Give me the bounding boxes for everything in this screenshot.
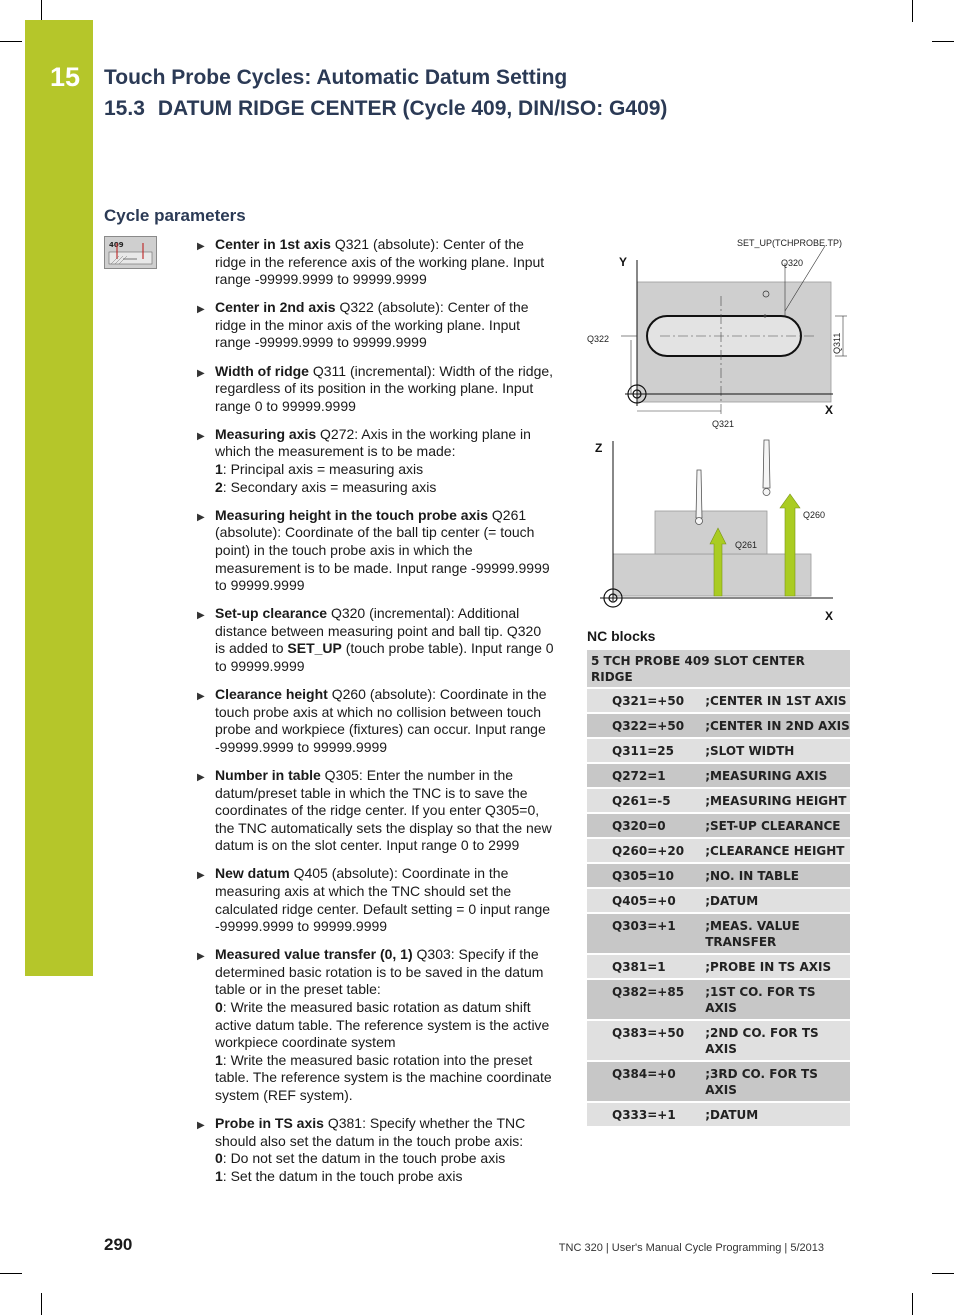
nc-param: Q261=-5: [587, 788, 705, 813]
x-axis-label-side: X: [825, 609, 834, 623]
nc-row: [587, 713, 850, 738]
param-description: Q260 (absolute): Coordinate in the touch probe axis at which no collision between touch probe and workpiece (fixtures) can occur. Input range -99999.9999 to 99999.9999: [215, 686, 547, 755]
param-description: Q405 (absolute): Coordinate in the measuring axis at which the TNC should set the calculated ridge center. Default setting = 0 input range -99999.9999 to 99999.9999: [215, 865, 551, 935]
nc-comment: ;CENTER IN 2ND AXIS: [705, 713, 850, 738]
nc-param: Q382=+85: [587, 979, 705, 1020]
q261-label: Q261: [735, 540, 758, 550]
param-item: [195, 507, 555, 595]
nc-param: Q260=+20: [587, 838, 705, 863]
bullet-arrow-icon: ▶: [197, 771, 205, 783]
page-footer: TNC 320 | User's Manual Cycle Programming | 5/2013: [558, 1242, 824, 1254]
param-description: Q303: Specify if the determined basic rotation is to be saved in the datum table or in the preset table:: [215, 946, 544, 998]
workpiece-side-base: [613, 554, 811, 596]
param-item: [195, 605, 555, 675]
param-option: 2: Secondary axis = measuring axis: [215, 478, 437, 495]
y-axis-label: Y: [619, 255, 628, 269]
q311-label: Q311: [832, 332, 842, 354]
param-item: [195, 767, 555, 855]
nc-param: Q333=+1: [587, 1102, 705, 1126]
section-name: DATUM RIDGE CENTER (Cycle 409, DIN/ISO: G409): [157, 97, 668, 120]
nc-comment: ;PROBE IN TS AXIS: [705, 954, 850, 979]
nc-comment: ;3RD CO. FOR TS AXIS: [705, 1061, 850, 1102]
nc-param: Q320=0: [587, 813, 705, 838]
param-description: Q261 (absolute): Coordinate of the ball tip center (= touch point) in the touch probe axis in which the measurement is to be made. Input range -99999.9999 to 99999.9999: [215, 506, 550, 594]
param-item: [195, 946, 555, 1104]
section-number: 15.3: [104, 97, 145, 120]
nc-header-row: [587, 650, 850, 688]
param-description: Q305: Enter the number in the datum/preset table in which the TNC is to save the coordinates of the ridge center. If you enter Q305=0, the TNC automatically sets the display so that the new datum is on the slot center. Input range 0 to 2999: [215, 766, 552, 854]
bullet-arrow-icon: ▶: [197, 610, 205, 622]
param-item: [195, 236, 555, 289]
param-name: Width of ridge: [215, 362, 309, 379]
param-description: Q321 (absolute): Center of the ridge in the reference axis of the working plane. Input range -99999.9999 to 99999.9999: [215, 236, 545, 288]
bullet-arrow-icon: ▶: [197, 511, 205, 523]
set-up-label: SET_UP(TCHPROBE.TP): [737, 238, 843, 248]
nc-row: [587, 913, 850, 954]
chapter-title: Touch Probe Cycles: Automatic Datum Setting: [104, 66, 568, 89]
nc-param: Q321=+50: [587, 688, 705, 713]
param-item: [195, 363, 555, 416]
param-option: 1: Set the datum in the touch probe axis: [215, 1167, 463, 1184]
param-description-cont: (touch probe table). Input range 0 to 99999.9999: [215, 640, 554, 674]
param-name: Clearance height: [215, 686, 328, 703]
crop-mark: [912, 1293, 913, 1315]
param-name: New datum: [215, 865, 290, 882]
param-description: Q322 (absolute): Center of the ridge in the minor axis of the working plane. Input range -99999.9999 to 99999.9999: [215, 299, 529, 351]
bullet-arrow-icon: ▶: [197, 241, 205, 252]
nc-row: [587, 1020, 850, 1061]
section-title: [104, 97, 667, 121]
param-description: Q272: Axis in the working plane in which the measurement is to be made:: [215, 425, 531, 460]
param-item: [195, 1115, 555, 1185]
nc-row: [587, 738, 850, 763]
nc-row: [587, 888, 850, 913]
parameter-list: [195, 236, 555, 1196]
bullet-arrow-icon: ▶: [197, 1120, 205, 1132]
nc-param: Q303=+1: [587, 913, 705, 954]
nc-row: [587, 838, 850, 863]
probe-ball-tip-raised: [763, 489, 770, 496]
nc-blocks-heading: NC blocks: [587, 628, 656, 644]
bullet-arrow-icon: ▶: [197, 951, 205, 963]
crop-mark: [912, 0, 913, 22]
q321-label: Q321: [712, 419, 735, 429]
x-axis-label-top: X: [825, 403, 834, 417]
nc-row: [587, 863, 850, 888]
nc-comment: ;CLEARANCE HEIGHT: [705, 838, 850, 863]
param-description: Q311 (incremental): Width of the ridge, regardless of its position in the working plane. Input range 0 to 99999.9999: [215, 362, 554, 414]
param-option: 0: Do not set the datum in the touch probe axis: [215, 1150, 506, 1167]
nc-row: [587, 979, 850, 1020]
nc-row: [587, 688, 850, 713]
nc-comment: ;MEAS. VALUE TRANSFER: [705, 913, 850, 954]
param-name: Probe in TS axis: [215, 1115, 324, 1132]
nc-comment: ;SLOT WIDTH: [705, 738, 850, 763]
bullet-arrow-icon: ▶: [197, 691, 205, 703]
param-name: Center in 1st axis: [215, 236, 331, 252]
nc-param: Q384=+0: [587, 1061, 705, 1102]
param-description: Q320 (incremental): Additional distance between measuring point and ball tip. Q320 is added to: [215, 605, 542, 657]
nc-comment: ;DATUM: [705, 1102, 850, 1126]
param-item: [195, 686, 555, 756]
nc-comment: ;DATUM: [705, 888, 850, 913]
bullet-arrow-icon: ▶: [197, 304, 205, 316]
nc-row: [587, 1061, 850, 1102]
nc-blocks-table: [587, 650, 850, 1126]
nc-param: Q311=25: [587, 738, 705, 763]
page-number: 290: [104, 1235, 133, 1254]
nc-comment: ;NO. IN TABLE: [705, 863, 850, 888]
nc-comment: ;1ST CO. FOR TS AXIS: [705, 979, 850, 1020]
param-name: Measuring axis: [215, 425, 317, 442]
param-option: 1: Principal axis = measuring axis: [215, 461, 424, 478]
param-strong: SET_UP: [287, 640, 342, 657]
param-name: Measured value transfer (0, 1): [215, 946, 413, 963]
nc-row: [587, 763, 850, 788]
q260-label: Q260: [803, 510, 826, 520]
ridge-center-diagram: [585, 236, 855, 624]
param-item: [195, 865, 555, 935]
q322-label: Q322: [587, 334, 610, 344]
nc-param: Q383=+50: [587, 1020, 705, 1061]
param-item: [195, 426, 555, 496]
q320-label: Q320: [781, 258, 804, 268]
nc-row: [587, 788, 850, 813]
nc-header-cell: 5 TCH PROBE 409 SLOT CENTER RIDGE: [587, 650, 850, 688]
nc-param: Q272=1: [587, 763, 705, 788]
nc-param: Q322=+50: [587, 713, 705, 738]
bullet-arrow-icon: ▶: [197, 870, 205, 882]
param-name: Number in table: [215, 766, 321, 783]
nc-comment: ;SET-UP CLEARANCE: [705, 813, 850, 838]
nc-comment: ;MEASURING AXIS: [705, 763, 850, 788]
chapter-sidebar: [25, 20, 93, 976]
nc-comment: ;2ND CO. FOR TS AXIS: [705, 1020, 850, 1061]
param-name: Measuring height in the touch probe axis: [215, 506, 489, 523]
nc-row: [587, 954, 850, 979]
nc-comment: ;CENTER IN 1ST AXIS: [705, 688, 850, 713]
crop-mark: [932, 1273, 954, 1274]
nc-param: Q381=1: [587, 954, 705, 979]
touch-probe-stylus-raised: [763, 440, 770, 488]
cycle-409-softkey-icon: [104, 236, 157, 269]
nc-row: [587, 813, 850, 838]
cycle-icon-label: 409: [109, 241, 124, 249]
param-option: 1: Write the measured basic rotation into the preset table. The reference system is the machine coordinate system (REF system).: [215, 1051, 552, 1104]
cycle-parameters-heading: Cycle parameters: [104, 206, 246, 225]
param-item: [195, 299, 555, 352]
param-name: Set-up clearance: [215, 605, 328, 622]
crop-mark: [932, 41, 954, 42]
bullet-arrow-icon: ▶: [197, 367, 205, 379]
z-axis-label: Z: [595, 441, 603, 455]
crop-mark: [0, 1273, 22, 1274]
nc-param: Q405=+0: [587, 888, 705, 913]
nc-param: Q305=10: [587, 863, 705, 888]
touch-probe-stylus: [696, 470, 702, 518]
probe-ball-tip: [696, 518, 703, 525]
param-description: Q381: Specify whether the TNC should also set the datum in the touch probe axis:: [215, 1115, 526, 1149]
crop-mark: [41, 0, 42, 22]
crop-mark: [0, 41, 22, 42]
nc-comment: ;MEASURING HEIGHT: [705, 788, 850, 813]
param-name: Center in 2nd axis: [215, 299, 336, 316]
param-option: 0: Write the measured basic rotation as datum shift active datum table. The reference system is the active workpiece coordinate system: [215, 999, 550, 1051]
crop-mark: [41, 1293, 42, 1315]
chapter-number: 15: [50, 62, 81, 92]
bullet-arrow-icon: ▶: [197, 430, 205, 442]
nc-row: [587, 1102, 850, 1126]
